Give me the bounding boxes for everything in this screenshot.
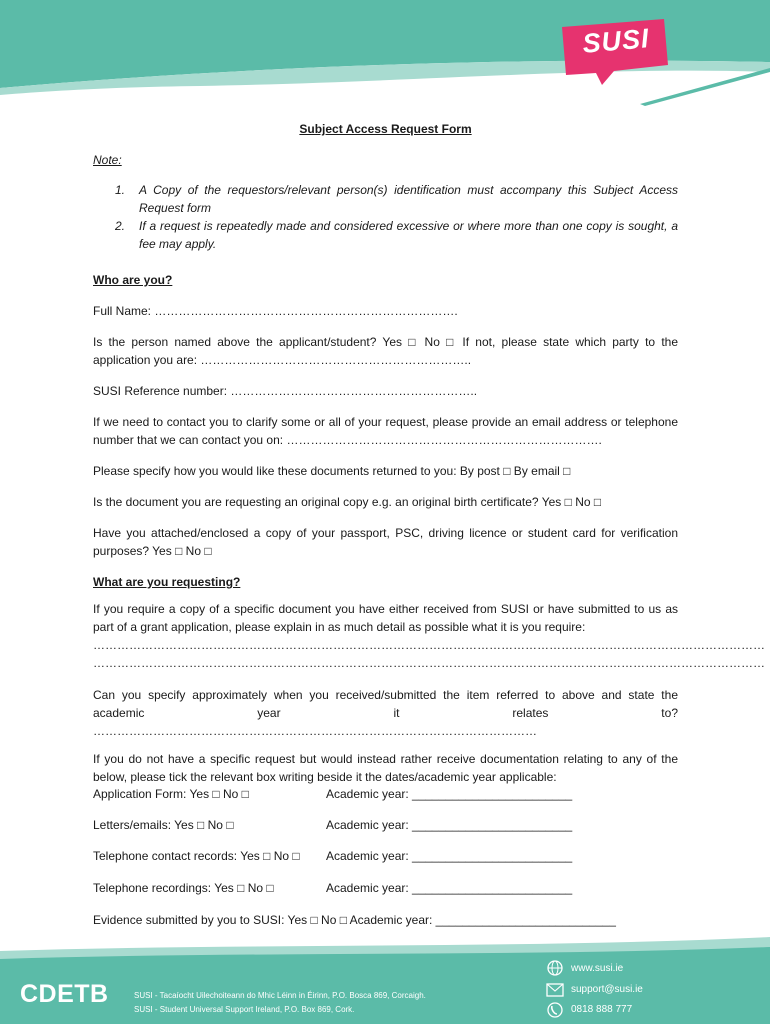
susi-reference-field[interactable]: SUSI Reference number: …………………………………………………….. [93,384,478,398]
checklist-label[interactable]: Telephone recordings: Yes □ No □ [93,881,274,895]
note-text: If a request is repeatedly made and considered excessive or where more than one copy is sought, a fee may apply. [139,219,678,251]
checklist-label[interactable]: Application Form: Yes □ No □ [93,787,249,801]
address-irish: SUSI - Tacaíocht Uilechoiteann do Mhic Léinn in Éirinn, P.O. Bosca 869, Corcaigh. [134,991,426,1000]
address-english: SUSI - Student Universal Support Ireland, P.O. Box 869, Cork. [134,1005,355,1014]
email-link[interactable]: support@susi.ie [571,984,643,995]
footer-address [134,989,426,1017]
checklist-label[interactable]: Letters/emails: Yes □ No □ [93,818,234,832]
checklist-row-telephone-contact[interactable] [93,847,573,865]
note-text: A Copy of the requestors/relevant person(s) identification must accompany this Subject Access Request form [139,183,678,215]
globe-icon [546,960,564,976]
form-title: Subject Access Request Form [299,122,472,136]
notes-list [93,181,678,253]
susi-logo-text: SUSI [581,23,651,59]
full-name-field[interactable]: Full Name: …………………………………………………………………. [93,304,458,318]
checklist-row-telephone-recordings[interactable] [93,879,573,897]
contact-field[interactable]: If we need to contact you to clarify some or all of your request, please provide an email address or telephone number that we can contact you on: ……………………………………………………………………. [93,415,678,447]
note-label: Note: [93,153,122,167]
return-method-question[interactable]: Please specify how you would like these documents returned to you: By post □ By email □ [93,464,571,478]
phone-icon [546,1002,564,1018]
form-body [93,120,765,786]
id-attached-question[interactable]: Have you attached/enclosed a copy of your passport, PSC, driving licence or student card for verification purposes? Yes □ No □ [93,526,678,558]
specific-document-instructions: If you require a copy of a specific document you have either received from SUSI or have submitted to us as part of a grant application, please explain in as much detail as possible what it is you require: [93,602,678,634]
section-heading-what: What are you requesting? [93,575,241,589]
academic-year-field[interactable]: Academic year: ________________________ [326,849,573,863]
note-number: 1. [115,183,126,197]
section-heading-who: Who are you? [93,273,173,287]
note-number: 2. [115,219,126,233]
checklist-row-evidence[interactable]: Evidence submitted by you to SUSI: Yes □ No □ Academic year: ___________________________ [93,913,616,927]
checklist-label[interactable]: Telephone contact records: Yes □ No □ [93,849,300,863]
website-link[interactable]: www.susi.ie [571,963,624,974]
envelope-icon [546,983,564,997]
academic-year-field[interactable]: Academic year: ________________________ [326,818,573,832]
checklist-row-letters-emails[interactable] [93,816,573,834]
note-item [93,181,678,217]
general-request-instructions: If you do not have a specific request but would instead rather receive documentation relating to any of the below, please tick the relevant box writing beside it the dates/academic year applicable: [93,752,678,784]
phone-number: 0818 888 777 [571,1004,633,1015]
checklist-row-application-form[interactable] [93,785,573,803]
answer-line[interactable]: …………………………………………………………………………………………………………………………………………………… [93,638,765,652]
approx-when-question[interactable]: Can you specify approximately when you received/submitted the item referred to above and state the academic year it relates to? ………………………………………………………………………………………………… [93,688,678,738]
applicant-question[interactable]: Is the person named above the applicant/student? Yes □ No □ If not, please state which party to the application you are: ………………………………………………………….. [93,335,678,367]
academic-year-field[interactable]: Academic year: ________________________ [326,787,573,801]
answer-line[interactable]: …………………………………………………………………………………………………………………………………………………… [93,656,765,670]
note-item [93,217,678,253]
cdetb-logo: CDETB [20,980,109,1008]
original-copy-question[interactable]: Is the document you are requesting an original copy e.g. an original birth certificate? Yes □ No □ [93,495,602,509]
academic-year-field[interactable]: Academic year: ________________________ [326,881,573,895]
